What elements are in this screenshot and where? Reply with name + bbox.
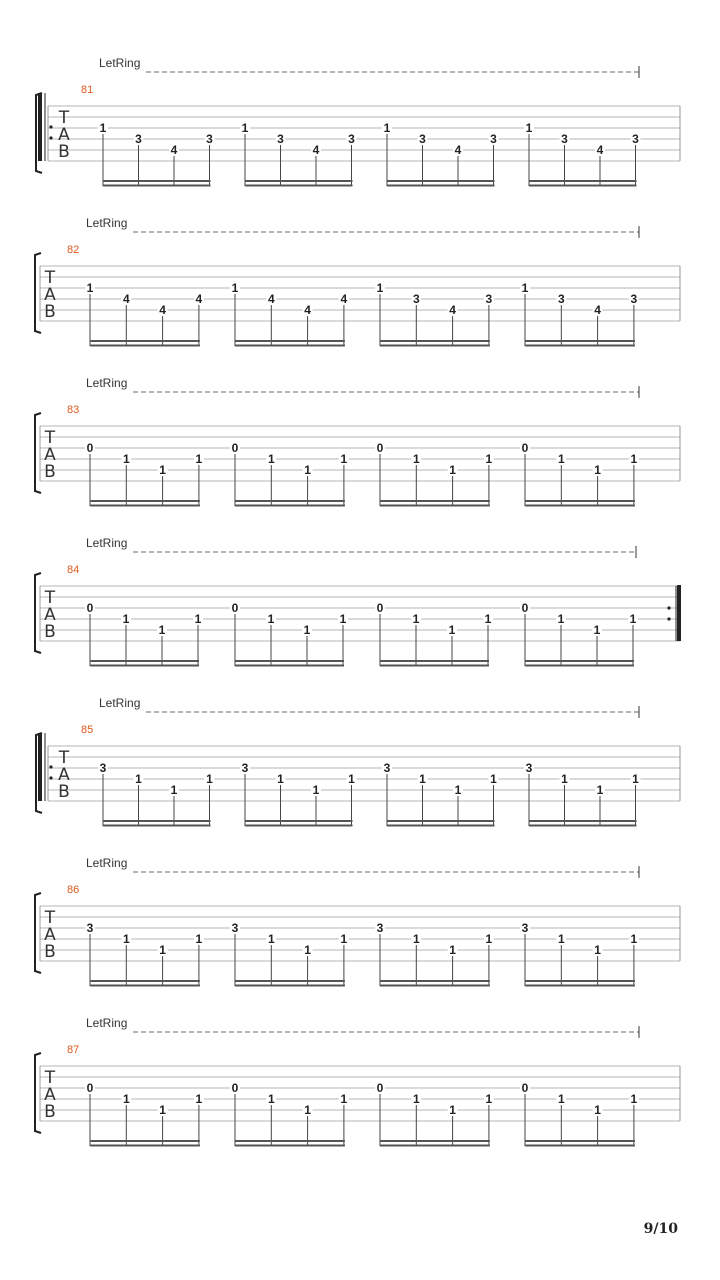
- fret-number: 1: [158, 623, 166, 637]
- fret-number: 0: [86, 601, 94, 615]
- fret-number: 1: [122, 1092, 130, 1106]
- tab-clef-letter: A: [44, 605, 56, 625]
- fret-number: 1: [449, 943, 456, 957]
- fret-number: 1: [99, 121, 107, 135]
- fret-number: 3: [376, 921, 384, 935]
- fret-number: 0: [376, 1081, 384, 1095]
- fret-number: 1: [348, 772, 355, 786]
- note-beam: [235, 500, 345, 502]
- tab-system: [36, 56, 680, 187]
- fret-number: 1: [490, 772, 497, 786]
- fret-number: 3: [485, 292, 493, 306]
- fret-number: 1: [340, 1092, 348, 1106]
- fret-number: 3: [412, 292, 420, 306]
- repeat-dot: [667, 617, 670, 620]
- note-beam: [525, 665, 634, 667]
- note-beam: [387, 825, 495, 827]
- tab-clef-letter: B: [44, 302, 56, 322]
- fret-number: 1: [630, 452, 638, 466]
- measure-number: 86: [67, 884, 80, 896]
- note-beam: [90, 345, 200, 347]
- measure-number: 83: [67, 404, 80, 416]
- tab-clef-letter: T: [44, 908, 56, 928]
- fret-number: 1: [170, 783, 178, 797]
- fret-number: 4: [304, 303, 311, 317]
- fret-number: 1: [159, 943, 166, 957]
- note-beam: [380, 1145, 490, 1147]
- fret-number: 1: [231, 281, 239, 295]
- note-beam: [245, 185, 353, 187]
- note-beam: [90, 985, 200, 987]
- note-beam: [529, 825, 637, 827]
- fret-number: 1: [340, 452, 348, 466]
- note-beam: [380, 660, 489, 662]
- fret-number: 1: [195, 932, 203, 946]
- fret-number: 1: [561, 772, 568, 786]
- note-beam: [525, 345, 635, 347]
- let-ring-label: LetRing: [86, 1016, 128, 1030]
- fret-number: 1: [241, 121, 249, 135]
- fret-number: 3: [632, 132, 639, 146]
- note-beam: [525, 1140, 635, 1142]
- fret-number: 1: [485, 1092, 493, 1106]
- note-beam: [525, 980, 635, 982]
- fret-number: 1: [304, 463, 311, 477]
- fret-number: 1: [122, 452, 130, 466]
- tab-clef-letter: B: [44, 1102, 56, 1122]
- note-beam: [387, 185, 495, 187]
- fret-number: 1: [376, 281, 384, 295]
- repeat-dot: [49, 136, 52, 139]
- note-beam: [380, 1140, 490, 1142]
- fret-number: 1: [267, 452, 275, 466]
- fret-number: 4: [449, 303, 456, 317]
- tab-clef-letter: T: [58, 108, 70, 128]
- fret-number: 0: [521, 441, 529, 455]
- fret-number: 1: [525, 121, 533, 135]
- fret-number: 3: [383, 761, 391, 775]
- let-ring-label: LetRing: [86, 856, 128, 870]
- note-beam: [235, 345, 345, 347]
- fret-number: 1: [485, 452, 493, 466]
- tab-clef-letter: A: [44, 445, 56, 465]
- fret-number: 4: [170, 143, 178, 157]
- note-beam: [380, 665, 489, 667]
- tab-clef-letter: T: [44, 1068, 56, 1088]
- fret-number: 3: [348, 132, 355, 146]
- fret-number: 1: [412, 932, 420, 946]
- repeat-dot: [49, 765, 52, 768]
- fret-number: 1: [304, 1103, 311, 1117]
- note-beam: [380, 345, 490, 347]
- fret-number: 1: [485, 932, 493, 946]
- note-beam: [235, 1145, 345, 1147]
- tab-clef-letter: B: [58, 782, 70, 802]
- fret-number: 1: [557, 612, 565, 626]
- fret-number: 1: [484, 612, 492, 626]
- repeat-dot: [667, 606, 670, 609]
- fret-number: 1: [594, 943, 601, 957]
- fret-number: 0: [521, 601, 529, 615]
- note-beam: [235, 340, 345, 342]
- note-beam: [90, 505, 200, 507]
- fret-number: 1: [195, 1092, 203, 1106]
- note-beam: [245, 820, 353, 822]
- fret-number: 1: [557, 1092, 565, 1106]
- note-beam: [525, 660, 634, 662]
- fret-number: 3: [206, 132, 213, 146]
- tab-clef-letter: B: [44, 942, 56, 962]
- note-beam: [103, 825, 211, 827]
- tab-clef-letter: A: [58, 765, 70, 785]
- note-beam: [90, 1145, 200, 1147]
- measure-number: 85: [81, 724, 94, 736]
- fret-number: 0: [86, 1081, 94, 1095]
- note-beam: [380, 980, 490, 982]
- tab-clef-letter: B: [44, 462, 56, 482]
- fret-number: 3: [419, 132, 426, 146]
- note-beam: [235, 660, 344, 662]
- repeat-start-thick-bar: [38, 733, 42, 801]
- fret-number: 1: [159, 1103, 166, 1117]
- tab-system: [35, 1016, 680, 1147]
- fret-number: 1: [277, 772, 284, 786]
- fret-number: 1: [267, 932, 275, 946]
- note-beam: [103, 820, 211, 822]
- fret-number: 1: [122, 612, 130, 626]
- tab-clef-letter: A: [58, 125, 70, 145]
- fret-number: 1: [340, 932, 348, 946]
- note-beam: [380, 500, 490, 502]
- note-beam: [529, 180, 637, 182]
- fret-number: 3: [86, 921, 94, 935]
- note-beam: [90, 980, 200, 982]
- fret-number: 1: [383, 121, 391, 135]
- note-beam: [235, 665, 344, 667]
- tab-clef-letter: B: [58, 142, 70, 162]
- fret-number: 1: [159, 463, 166, 477]
- tab-clef-letter: B: [44, 622, 56, 642]
- fret-number: 3: [490, 132, 497, 146]
- let-ring-label: LetRing: [99, 56, 141, 70]
- fret-number: 1: [521, 281, 529, 295]
- repeat-dot: [49, 776, 52, 779]
- fret-number: 1: [594, 1103, 601, 1117]
- fret-number: 1: [630, 932, 638, 946]
- note-beam: [525, 340, 635, 342]
- fret-number: 1: [206, 772, 213, 786]
- fret-number: 3: [99, 761, 107, 775]
- note-beam: [103, 185, 211, 187]
- note-beam: [525, 1145, 635, 1147]
- note-beam: [525, 500, 635, 502]
- fret-number: 0: [376, 441, 384, 455]
- tab-clef-letter: A: [44, 1085, 56, 1105]
- let-ring-label: LetRing: [86, 536, 128, 550]
- fret-number: 1: [267, 612, 275, 626]
- tab-clef-letter: T: [44, 268, 56, 288]
- fret-number: 4: [195, 292, 203, 306]
- fret-number: 3: [231, 921, 239, 935]
- measure-number: 81: [81, 84, 94, 96]
- let-ring-label: LetRing: [86, 216, 128, 230]
- note-beam: [90, 500, 200, 502]
- fret-number: 4: [159, 303, 166, 317]
- fret-number: 4: [312, 143, 320, 157]
- repeat-end-thick-bar: [677, 585, 681, 641]
- note-beam: [90, 660, 199, 662]
- fret-number: 3: [630, 292, 638, 306]
- note-beam: [90, 340, 200, 342]
- note-beam: [529, 820, 637, 822]
- note-beam: [245, 825, 353, 827]
- note-beam: [380, 985, 490, 987]
- fret-number: 1: [267, 1092, 275, 1106]
- tab-clef-letter: A: [44, 925, 56, 945]
- fret-number: 1: [557, 932, 565, 946]
- fret-number: 1: [412, 612, 420, 626]
- fret-number: 1: [194, 612, 202, 626]
- fret-number: 0: [521, 1081, 529, 1095]
- fret-number: 1: [594, 463, 601, 477]
- measure-number: 87: [67, 1044, 80, 1056]
- tab-system: [35, 376, 680, 507]
- note-beam: [90, 1140, 200, 1142]
- let-ring-label: LetRing: [86, 376, 128, 390]
- note-beam: [90, 665, 199, 667]
- tab-clef-letter: A: [44, 285, 56, 305]
- fret-number: 1: [412, 1092, 420, 1106]
- note-beam: [103, 180, 211, 182]
- note-beam: [245, 180, 353, 182]
- fret-number: 1: [312, 783, 320, 797]
- fret-number: 3: [277, 132, 284, 146]
- fret-number: 3: [135, 132, 142, 146]
- note-beam: [380, 505, 490, 507]
- page-number: 9/10: [643, 1221, 678, 1237]
- measure-number: 82: [67, 244, 80, 256]
- tab-clef-letter: T: [58, 748, 70, 768]
- fret-number: 1: [454, 783, 462, 797]
- fret-number: 1: [122, 932, 130, 946]
- fret-number: 3: [525, 761, 533, 775]
- fret-number: 1: [630, 1092, 638, 1106]
- note-beam: [387, 820, 495, 822]
- fret-number: 4: [267, 292, 275, 306]
- fret-number: 1: [339, 612, 347, 626]
- tab-system: [35, 216, 680, 347]
- fret-number: 3: [241, 761, 249, 775]
- repeat-start-thick-bar: [38, 93, 42, 161]
- fret-number: 1: [86, 281, 94, 295]
- fret-number: 1: [557, 452, 565, 466]
- fret-number: 1: [195, 452, 203, 466]
- fret-number: 1: [304, 943, 311, 957]
- fret-number: 1: [135, 772, 142, 786]
- fret-number: 0: [86, 441, 94, 455]
- note-beam: [525, 985, 635, 987]
- fret-number: 3: [521, 921, 529, 935]
- note-beam: [235, 1140, 345, 1142]
- note-beam: [235, 980, 345, 982]
- fret-number: 0: [376, 601, 384, 615]
- let-ring-label: LetRing: [99, 696, 141, 710]
- fret-number: 1: [303, 623, 311, 637]
- fret-number: 4: [122, 292, 130, 306]
- fret-number: 1: [593, 623, 601, 637]
- tab-system: [36, 696, 680, 827]
- measure-number: 84: [67, 564, 80, 576]
- fret-number: 0: [231, 601, 239, 615]
- fret-number: 1: [419, 772, 426, 786]
- fret-number: 1: [632, 772, 639, 786]
- fret-number: 4: [596, 143, 604, 157]
- fret-number: 4: [594, 303, 601, 317]
- tab-system: [35, 536, 681, 667]
- fret-number: 1: [596, 783, 604, 797]
- fret-number: 1: [448, 623, 456, 637]
- note-beam: [529, 185, 637, 187]
- fret-number: 4: [454, 143, 462, 157]
- fret-number: 4: [340, 292, 348, 306]
- fret-number: 3: [557, 292, 565, 306]
- tab-system: [35, 856, 680, 987]
- fret-number: 3: [561, 132, 568, 146]
- fret-number: 1: [629, 612, 637, 626]
- fret-number: 1: [412, 452, 420, 466]
- fret-number: 1: [449, 463, 456, 477]
- note-beam: [380, 340, 490, 342]
- fret-number: 1: [449, 1103, 456, 1117]
- repeat-dot: [49, 125, 52, 128]
- note-beam: [235, 505, 345, 507]
- tab-clef-letter: T: [44, 588, 56, 608]
- note-beam: [525, 505, 635, 507]
- note-beam: [387, 180, 495, 182]
- fret-number: 0: [231, 1081, 239, 1095]
- note-beam: [235, 985, 345, 987]
- fret-number: 0: [231, 441, 239, 455]
- tab-clef-letter: T: [44, 428, 56, 448]
